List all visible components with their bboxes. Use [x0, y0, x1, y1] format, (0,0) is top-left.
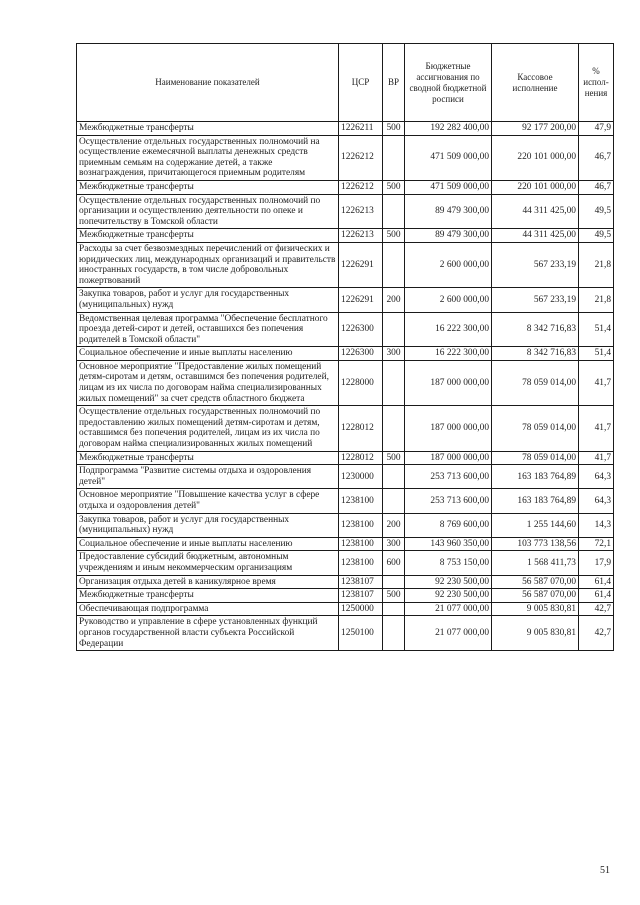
header-vr: ВР [383, 44, 405, 122]
row-cash: 220 101 000,00 [492, 180, 579, 194]
row-vr: 500 [383, 229, 405, 243]
row-name: Ведомственная целевая программа "Обеспечение бесплатного проезда детей-сирот и детей, оставшихся без попечения родителей в Томской области" [77, 312, 339, 347]
row-budget: 21 077 000,00 [405, 616, 492, 651]
table-row [77, 312, 614, 347]
row-budget: 143 960 350,00 [405, 537, 492, 551]
row-pct: 72,1 [579, 537, 614, 551]
row-vr [383, 135, 405, 180]
row-budget: 16 222 300,00 [405, 347, 492, 361]
row-pct: 42,7 [579, 616, 614, 651]
row-name: Предоставление субсидий бюджетным, автономным учреждениям и иным некоммерческим организациям [77, 551, 339, 575]
row-budget: 471 509 000,00 [405, 135, 492, 180]
budget-execution-table [76, 43, 614, 651]
row-name: Межбюджетные трансферты [77, 180, 339, 194]
row-vr [383, 616, 405, 651]
row-vr: 500 [383, 122, 405, 136]
row-pct: 61,4 [579, 589, 614, 603]
table-row [77, 229, 614, 243]
row-name: Обеспечивающая подпрограмма [77, 602, 339, 616]
header-pct: % испол-нения [579, 44, 614, 122]
row-name: Социальное обеспечение и иные выплаты населению [77, 347, 339, 361]
page-number: 51 [600, 865, 610, 876]
row-pct: 64,3 [579, 489, 614, 513]
row-csr: 1226291 [339, 288, 383, 312]
row-name: Осуществление отдельных государственных полномочий по организации и осуществлению деятельности по опеке и попечительству в Томской области [77, 194, 339, 229]
table-row [77, 451, 614, 465]
row-csr: 1228000 [339, 360, 383, 405]
table-row [77, 194, 614, 229]
row-pct: 41,7 [579, 406, 614, 451]
row-csr: 1238107 [339, 575, 383, 589]
table-row [77, 575, 614, 589]
row-vr: 500 [383, 451, 405, 465]
row-csr: 1226291 [339, 242, 383, 287]
row-vr: 500 [383, 589, 405, 603]
row-pct: 14,3 [579, 513, 614, 537]
table-row [77, 616, 614, 651]
table-row [77, 360, 614, 405]
header-cash: Кассовое исполнение [492, 44, 579, 122]
row-vr [383, 194, 405, 229]
row-budget: 192 282 400,00 [405, 122, 492, 136]
table-row [77, 242, 614, 287]
row-cash: 567 233,19 [492, 242, 579, 287]
row-budget: 2 600 000,00 [405, 242, 492, 287]
row-cash: 8 342 716,83 [492, 312, 579, 347]
row-vr: 200 [383, 513, 405, 537]
row-pct: 64,3 [579, 465, 614, 489]
row-csr: 1230000 [339, 465, 383, 489]
row-budget: 253 713 600,00 [405, 465, 492, 489]
table-row [77, 122, 614, 136]
row-pct: 17,9 [579, 551, 614, 575]
row-pct: 51,4 [579, 347, 614, 361]
row-pct: 47,9 [579, 122, 614, 136]
row-csr: 1238107 [339, 589, 383, 603]
row-name: Закупка товаров, работ и услуг для государственных (муниципальных) нужд [77, 513, 339, 537]
row-csr: 1228012 [339, 406, 383, 451]
row-csr: 1226212 [339, 180, 383, 194]
row-csr: 1250100 [339, 616, 383, 651]
header-budget: Бюджетные ассигнования по сводной бюджетной росписи [405, 44, 492, 122]
table-row [77, 288, 614, 312]
row-csr: 1226213 [339, 194, 383, 229]
row-cash: 44 311 425,00 [492, 194, 579, 229]
row-budget: 253 713 600,00 [405, 489, 492, 513]
row-pct: 42,7 [579, 602, 614, 616]
row-name: Осуществление отдельных государственных полномочий по предоставлению жилых помещений детям-сиротам и детям, оставшимся без попечения родителей, лицам из их числа по договорам найма специализированных жилых помещений [77, 406, 339, 451]
row-csr: 1226300 [339, 347, 383, 361]
row-csr: 1238100 [339, 489, 383, 513]
row-pct: 49,5 [579, 194, 614, 229]
row-name: Руководство и управление в сфере установленных функций органов государственной власти субъекта Российской Федерации [77, 616, 339, 651]
row-name: Осуществление отдельных государственных полномочий на осуществление ежемесячной выплаты денежных средств приемным семьям на содержание детей, а также вознаграждения, причитающегося приемным родителям [77, 135, 339, 180]
row-cash: 163 183 764,89 [492, 489, 579, 513]
row-pct: 21,8 [579, 242, 614, 287]
table-row [77, 551, 614, 575]
row-budget: 21 077 000,00 [405, 602, 492, 616]
row-cash: 1 568 411,73 [492, 551, 579, 575]
row-name: Межбюджетные трансферты [77, 122, 339, 136]
row-budget: 8 753 150,00 [405, 551, 492, 575]
row-csr: 1226300 [339, 312, 383, 347]
row-csr: 1238100 [339, 551, 383, 575]
row-cash: 163 183 764,89 [492, 465, 579, 489]
row-csr: 1250000 [339, 602, 383, 616]
table-row [77, 489, 614, 513]
row-pct: 49,5 [579, 229, 614, 243]
row-csr: 1238100 [339, 537, 383, 551]
row-vr [383, 575, 405, 589]
table-row [77, 465, 614, 489]
row-name: Межбюджетные трансферты [77, 589, 339, 603]
row-vr: 500 [383, 180, 405, 194]
row-cash: 56 587 070,00 [492, 589, 579, 603]
row-budget: 92 230 500,00 [405, 589, 492, 603]
row-vr: 300 [383, 347, 405, 361]
row-pct: 51,4 [579, 312, 614, 347]
row-cash: 103 773 138,56 [492, 537, 579, 551]
row-csr: 1228012 [339, 451, 383, 465]
row-budget: 187 000 000,00 [405, 451, 492, 465]
row-vr [383, 360, 405, 405]
row-pct: 61,4 [579, 575, 614, 589]
row-cash: 78 059 014,00 [492, 360, 579, 405]
row-vr [383, 242, 405, 287]
row-cash: 78 059 014,00 [492, 451, 579, 465]
table-row [77, 180, 614, 194]
row-cash: 220 101 000,00 [492, 135, 579, 180]
row-name: Закупка товаров, работ и услуг для государственных (муниципальных) нужд [77, 288, 339, 312]
table-row [77, 537, 614, 551]
row-budget: 2 600 000,00 [405, 288, 492, 312]
table-row [77, 347, 614, 361]
row-cash: 56 587 070,00 [492, 575, 579, 589]
row-cash: 567 233,19 [492, 288, 579, 312]
row-budget: 8 769 600,00 [405, 513, 492, 537]
row-budget: 92 230 500,00 [405, 575, 492, 589]
row-vr [383, 489, 405, 513]
row-csr: 1226211 [339, 122, 383, 136]
row-cash: 78 059 014,00 [492, 406, 579, 451]
row-budget: 187 000 000,00 [405, 360, 492, 405]
row-pct: 46,7 [579, 180, 614, 194]
row-name: Организация отдыха детей в каникулярное время [77, 575, 339, 589]
row-cash: 44 311 425,00 [492, 229, 579, 243]
row-csr: 1238100 [339, 513, 383, 537]
table-row [77, 602, 614, 616]
row-name: Социальное обеспечение и иные выплаты населению [77, 537, 339, 551]
table-row [77, 513, 614, 537]
row-vr [383, 602, 405, 616]
table-body [77, 122, 614, 651]
row-name: Подпрограмма "Развитие системы отдыха и оздоровления детей" [77, 465, 339, 489]
row-budget: 89 479 300,00 [405, 194, 492, 229]
row-vr [383, 406, 405, 451]
row-vr: 300 [383, 537, 405, 551]
header-csr: ЦСР [339, 44, 383, 122]
table-row [77, 406, 614, 451]
row-pct: 41,7 [579, 360, 614, 405]
row-pct: 41,7 [579, 451, 614, 465]
row-budget: 16 222 300,00 [405, 312, 492, 347]
row-cash: 9 005 830,81 [492, 602, 579, 616]
table-row [77, 135, 614, 180]
row-pct: 46,7 [579, 135, 614, 180]
table-header-row [77, 44, 614, 122]
row-cash: 1 255 144,60 [492, 513, 579, 537]
row-cash: 9 005 830,81 [492, 616, 579, 651]
row-name: Основное мероприятие "Повышение качества услуг в сфере отдыха и оздоровления детей" [77, 489, 339, 513]
row-budget: 89 479 300,00 [405, 229, 492, 243]
row-name: Основное мероприятие "Предоставление жилых помещений детям-сиротам и детям, оставшимся без попечения родителей, лицам из их числа по договорам найма специализированных жилых помещений" за счет средств областного бюджета [77, 360, 339, 405]
row-name: Межбюджетные трансферты [77, 451, 339, 465]
table-row [77, 589, 614, 603]
row-cash: 92 177 200,00 [492, 122, 579, 136]
row-csr: 1226213 [339, 229, 383, 243]
header-name: Наименование показателей [77, 44, 339, 122]
row-budget: 187 000 000,00 [405, 406, 492, 451]
row-budget: 471 509 000,00 [405, 180, 492, 194]
row-vr [383, 465, 405, 489]
row-pct: 21,8 [579, 288, 614, 312]
row-cash: 8 342 716,83 [492, 347, 579, 361]
row-vr: 200 [383, 288, 405, 312]
row-name: Межбюджетные трансферты [77, 229, 339, 243]
row-vr: 600 [383, 551, 405, 575]
row-csr: 1226212 [339, 135, 383, 180]
row-name: Расходы за счет безвозмездных перечислений от физических и юридических лиц, международных организаций и правительств иностранных государств, в том числе добровольных пожертвований [77, 242, 339, 287]
row-vr [383, 312, 405, 347]
